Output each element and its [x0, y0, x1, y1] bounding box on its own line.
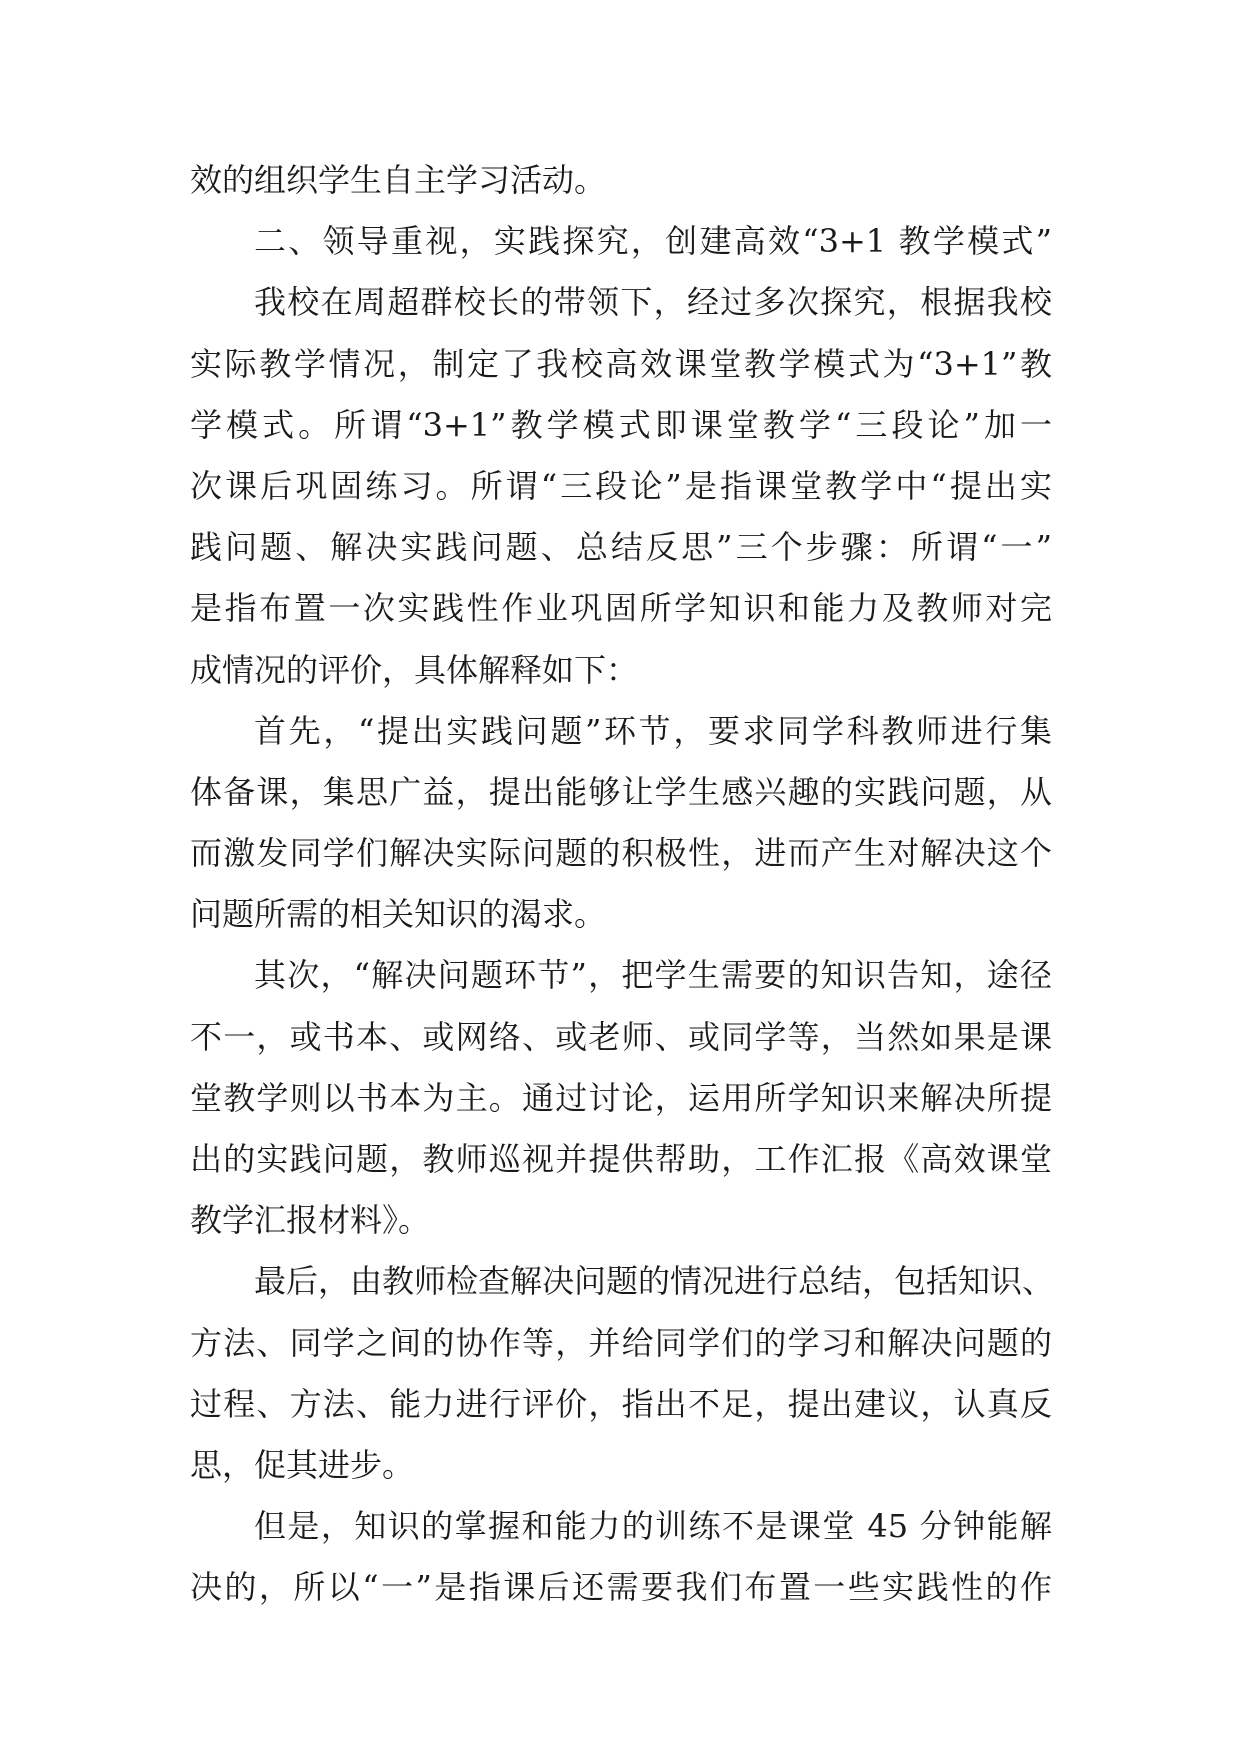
text-line: 但是，知识的掌握和能力的训练不是课堂 45 分钟能解	[254, 1507, 1052, 1546]
text-line: 思，促其进步。	[190, 1445, 415, 1484]
text-line: 效的组织学生自主学习活动。	[190, 161, 607, 199]
text-line: 体备课，集思广益，提出能够让学生感兴趣的实践问题，从	[190, 772, 1052, 811]
section-heading: 二、领导重视，实践探究，创建高效“3+1 教学模式”	[254, 222, 1052, 261]
text-line: 实际教学情况，制定了我校高效课堂教学模式为“3+1”教	[190, 344, 1052, 383]
text-line: 出的实践问题，教师巡视并提供帮助，工作汇报《高效课堂	[190, 1140, 1052, 1178]
text-line: 我校在周超群校长的带领下，经过多次探究，根据我校	[254, 283, 1052, 322]
text-line: 最后，由教师检查解决问题的情况进行总结，包括知识、	[254, 1262, 1055, 1301]
text-line: 首先，“提出实践问题”环节，要求同学科教师进行集	[254, 711, 1052, 750]
document-body	[190, 150, 1055, 1619]
text-line: 学模式。所谓“3+1”教学模式即课堂教学“三段论”加一	[190, 405, 1052, 444]
text-line: 堂教学则以书本为主。通过讨论，运用所学知识来解决所提	[190, 1078, 1052, 1117]
text-line: 成情况的评价，具体解释如下：	[190, 650, 639, 689]
text-line: 其次，“解决问题环节”，把学生需要的知识告知，途径	[254, 956, 1052, 995]
text-line: 践问题、解决实践问题、总结反思”三个步骤：所谓“一”	[190, 528, 1052, 567]
text-line: 问题所需的相关知识的渴求。	[190, 895, 607, 934]
text-line: 教学汇报材料》。	[190, 1201, 431, 1240]
text-line: 过程、方法、能力进行评价，指出不足，提出建议，认真反	[190, 1384, 1052, 1423]
text-line: 次课后巩固练习。所谓“三段论”是指课堂教学中“提出实	[190, 466, 1052, 505]
text-line: 决的，所以“一”是指课后还需要我们布置一些实践性的作	[190, 1568, 1052, 1607]
text-line: 不一，或书本、或网络、或老师、或同学等，当然如果是课	[190, 1017, 1052, 1056]
text-line: 而激发同学们解决实际问题的积极性，进而产生对解决这个	[190, 834, 1052, 873]
text-line: 方法、同学之间的协作等，并给同学们的学习和解决问题的	[190, 1323, 1052, 1362]
text-line: 是指布置一次实践性作业巩固所学知识和能力及教师对完	[190, 589, 1052, 628]
